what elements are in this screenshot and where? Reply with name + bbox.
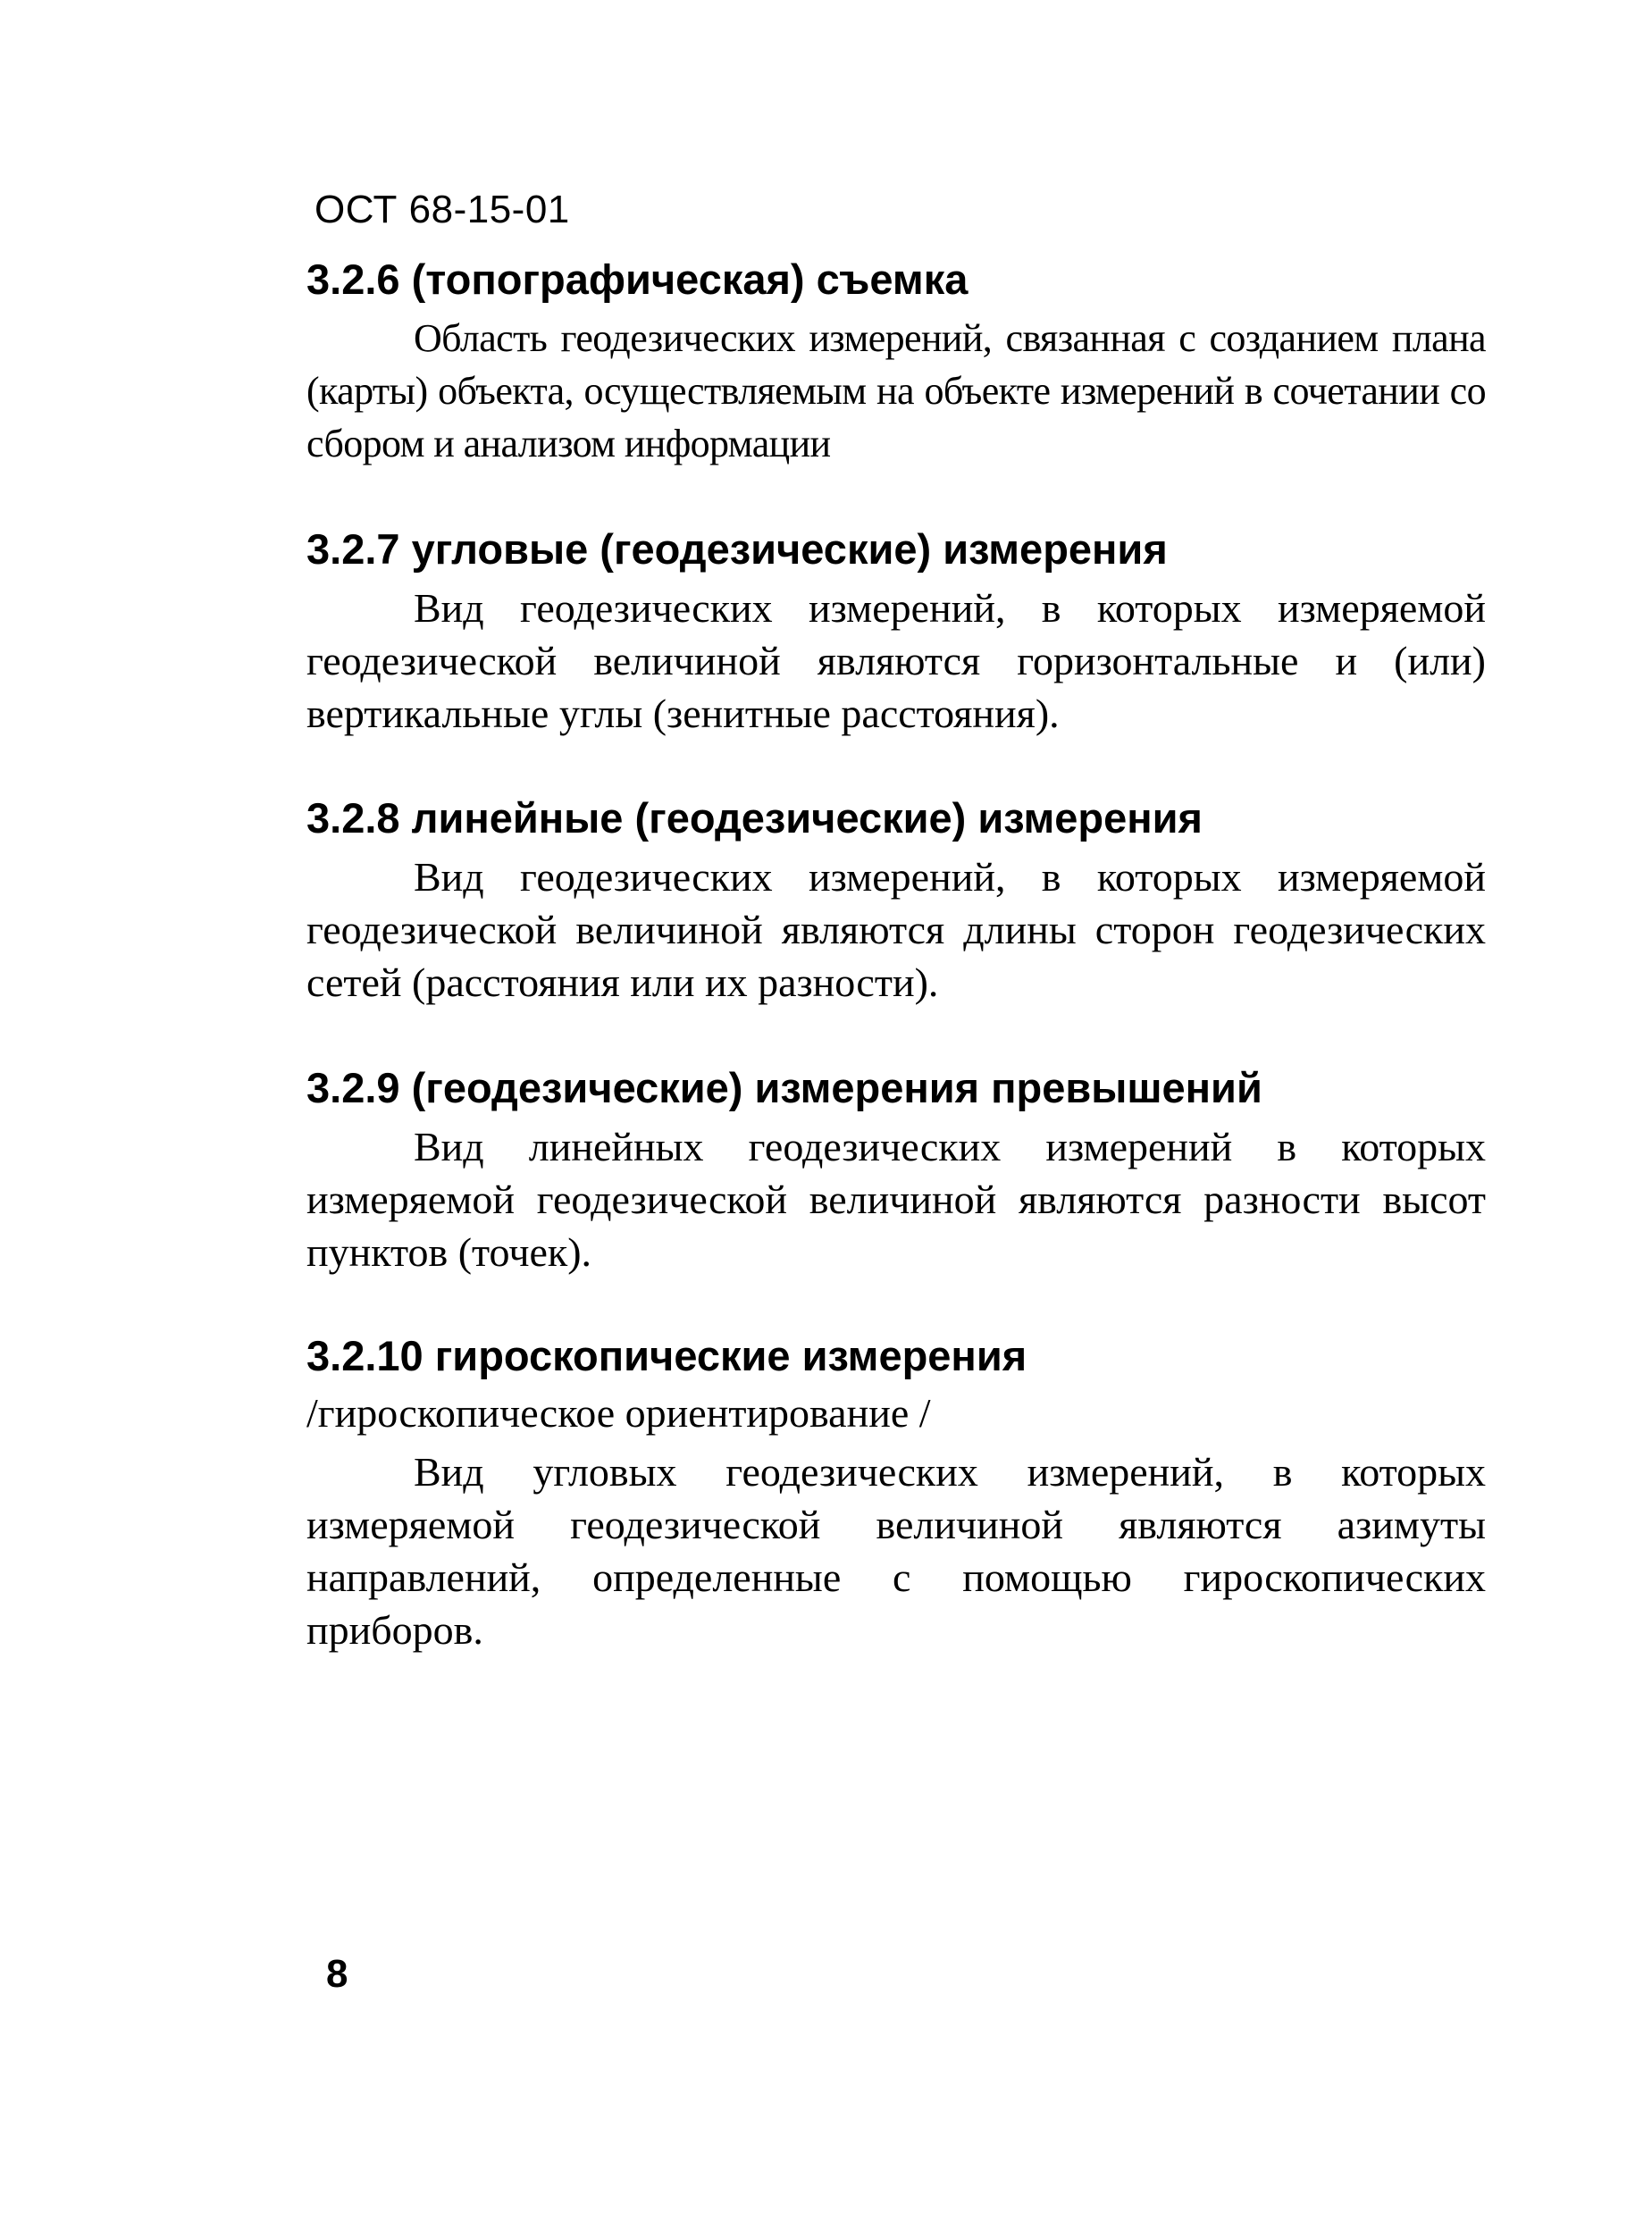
document-code: ОСТ 68-15-01 [314,188,570,231]
term-synonym: /гироскопическое ориентирование / [306,1390,931,1436]
term-definition: Вид геодезических измерений, в которых измеряемой геодезической величиной являются длины сторон геодезических сетей (расстояния или их разности). [306,854,1486,1005]
term-heading: 3.2.8 линейные (геодезические) измерения [306,794,1203,842]
term-definition: Вид геодезических измерений, в которых измеряемой геодезической величиной являются горизонтальные и (или) вертикальные углы (зенитные расстояния). [306,585,1486,736]
term-section-3-2-10 [306,1329,1486,1656]
term-section-3-2-9 [306,1061,1486,1278]
term-section-3-2-7 [306,523,1486,740]
term-heading: 3.2.9 (геодезические) измерения превышений [306,1064,1262,1111]
term-definition: Вид угловых геодезических измерений, в которых измеряемой геодезической величиной являются азимуты направлений, определенные с помощью гироскопических приборов. [306,1449,1486,1653]
term-heading: 3.2.6 (топографическая) съемка [306,256,969,303]
term-definition: Вид линейных геодезических измерений в которых измеряемой геодезической величиной являются разности высот пунктов (точек). [306,1124,1486,1275]
term-heading: 3.2.10 гироскопические измерения [306,1332,1027,1379]
term-section-3-2-8 [306,792,1486,1009]
term-heading: 3.2.7 угловые (геодезические) измерения [306,525,1168,573]
term-definition: Область геодезических измерений, связанная с созданием плана (карты) объекта, осуществляемым на объекте измерений в сочетании со сбором и анализом информации [306,316,1486,465]
term-section-3-2-6 [306,253,1486,470]
page-number: 8 [326,1952,348,1996]
